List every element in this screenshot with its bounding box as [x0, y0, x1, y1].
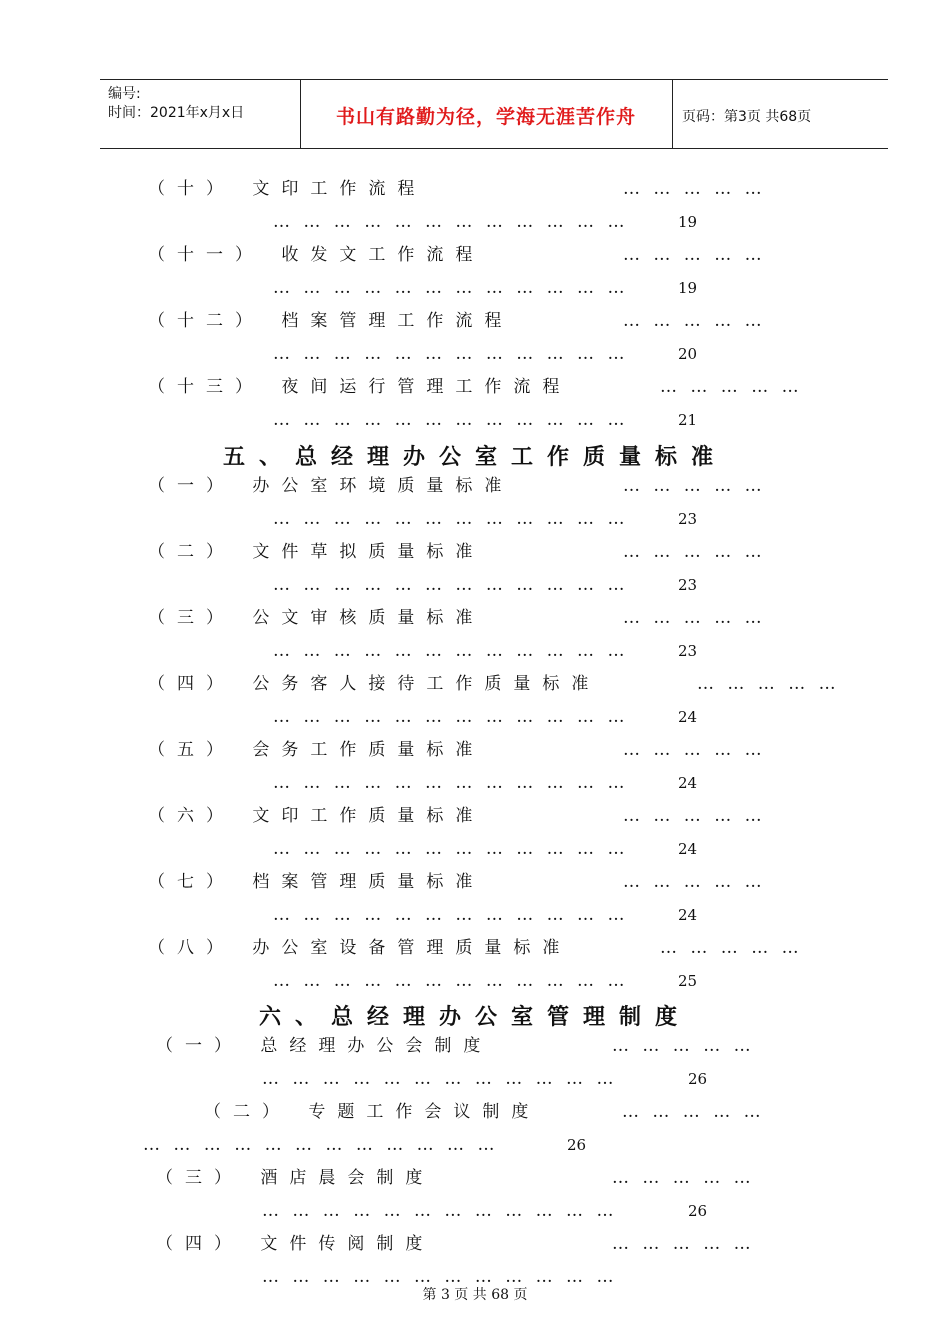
- toc-leader-dots: … … … … … … … … … … … …: [273, 410, 629, 430]
- toc-page-number: 26: [688, 1202, 708, 1220]
- toc-entry-label: （一） 总经理办公会制度: [156, 1036, 493, 1056]
- header-page-info: 页码：第3页 共68页: [682, 109, 812, 125]
- toc-leader-dots: … … … … … … … … … … … …: [262, 1069, 618, 1089]
- page-header: [100, 79, 888, 149]
- toc-page-number: 24: [678, 774, 698, 792]
- header-center-cell: [300, 80, 673, 148]
- toc-leader-dots: … … … … …: [623, 542, 766, 562]
- toc-leader-dots: … … … … …: [612, 1234, 755, 1254]
- toc-entry-label: （五） 会务工作质量标准: [148, 740, 485, 760]
- toc-entry-label: （十三） 夜间运行管理工作流程: [148, 377, 572, 397]
- section-heading-6: 六、总经理办公室管理制度: [258, 1005, 691, 1030]
- toc-leader-dots: … … … … …: [623, 608, 766, 628]
- toc-leader-dots: … … … … …: [623, 740, 766, 760]
- header-right-cell: [672, 80, 888, 148]
- toc-page-number: 26: [567, 1136, 587, 1154]
- toc-leader-dots: … … … … … … … … … … … …: [273, 344, 629, 364]
- toc-page-number: 24: [678, 708, 698, 726]
- toc-page-number: 25: [678, 972, 698, 990]
- toc-entry-label: （十） 文印工作流程: [148, 179, 427, 199]
- toc-leader-dots: … … … … …: [697, 674, 840, 694]
- toc-entry-label: （八） 办公室设备管理质量标准: [148, 938, 572, 958]
- toc-page-number: 24: [678, 840, 698, 858]
- toc-page-number: 20: [678, 345, 698, 363]
- page-footer: 第 3 页 共 68 页: [422, 1287, 528, 1303]
- toc-leader-dots: … … … … …: [660, 377, 803, 397]
- toc-leader-dots: … … … … … … … … … … … …: [273, 212, 629, 232]
- toc-leader-dots: … … … … … … … … … … … …: [273, 905, 629, 925]
- toc-leader-dots: … … … … … … … … … … … …: [273, 509, 629, 529]
- toc-entry-label: （一） 办公室环境质量标准: [148, 476, 514, 496]
- toc-leader-dots: … … … … … … … … … … … …: [273, 641, 629, 661]
- toc-leader-dots: … … … … …: [623, 245, 766, 265]
- toc-leader-dots: … … … … … … … … … … … …: [273, 278, 629, 298]
- toc-leader-dots: … … … … … … … … … … … …: [273, 575, 629, 595]
- toc-page-number: 19: [678, 279, 698, 297]
- toc-leader-dots: … … … … …: [623, 179, 766, 199]
- toc-entry-label: （六） 文印工作质量标准: [148, 806, 485, 826]
- toc-leader-dots: … … … … …: [612, 1036, 755, 1056]
- toc-leader-dots: … … … … …: [623, 311, 766, 331]
- toc-page-number: 24: [678, 906, 698, 924]
- toc-leader-dots: … … … … …: [622, 1102, 765, 1122]
- toc-leader-dots: … … … … …: [623, 476, 766, 496]
- toc-leader-dots: … … … … … … … … … … … …: [262, 1201, 618, 1221]
- toc-entry-label: （二） 文件草拟质量标准: [148, 542, 485, 562]
- header-motto: 书山有路勤为径，学海无涯苦作舟: [335, 106, 636, 128]
- toc-page-number: 19: [678, 213, 698, 231]
- toc-entry-label: （四） 公务客人接待工作质量标准: [148, 674, 601, 694]
- toc-entry-label: （四） 文件传阅制度: [156, 1234, 435, 1254]
- toc-leader-dots: … … … … …: [623, 872, 766, 892]
- toc-leader-dots: … … … … … … … … … … … …: [273, 773, 629, 793]
- toc-page-number: 26: [688, 1070, 708, 1088]
- toc-leader-dots: … … … … … … … … … … … …: [143, 1135, 499, 1155]
- document-time-label: 时间：2021年x月x日: [108, 105, 245, 121]
- toc-page-number: 21: [678, 411, 698, 429]
- toc-leader-dots: … … … … … … … … … … … …: [273, 971, 629, 991]
- toc-page-number: 23: [678, 642, 698, 660]
- toc-leader-dots: … … … … …: [623, 806, 766, 826]
- toc-page-number: 23: [678, 576, 698, 594]
- toc-leader-dots: … … … … …: [612, 1168, 755, 1188]
- header-left-cell: [100, 80, 301, 148]
- toc-entry-label: （三） 公文审核质量标准: [148, 608, 485, 628]
- document-code-label: 编号:: [108, 86, 141, 102]
- toc-entry-label: （二） 专题工作会议制度: [204, 1102, 541, 1122]
- toc-entry-label: （七） 档案管理质量标准: [148, 872, 485, 892]
- toc-entry-label: （十一） 收发文工作流程: [148, 245, 485, 265]
- toc-page-number: 23: [678, 510, 698, 528]
- toc-leader-dots: … … … … … … … … … … … …: [262, 1267, 618, 1287]
- section-heading-5: 五、总经理办公室工作质量标准: [222, 445, 727, 470]
- toc-leader-dots: … … … … …: [660, 938, 803, 958]
- toc-leader-dots: … … … … … … … … … … … …: [273, 707, 629, 727]
- toc-leader-dots: … … … … … … … … … … … …: [273, 839, 629, 859]
- toc-entry-label: （三） 酒店晨会制度: [156, 1168, 435, 1188]
- toc-entry-label: （十二） 档案管理工作流程: [148, 311, 514, 331]
